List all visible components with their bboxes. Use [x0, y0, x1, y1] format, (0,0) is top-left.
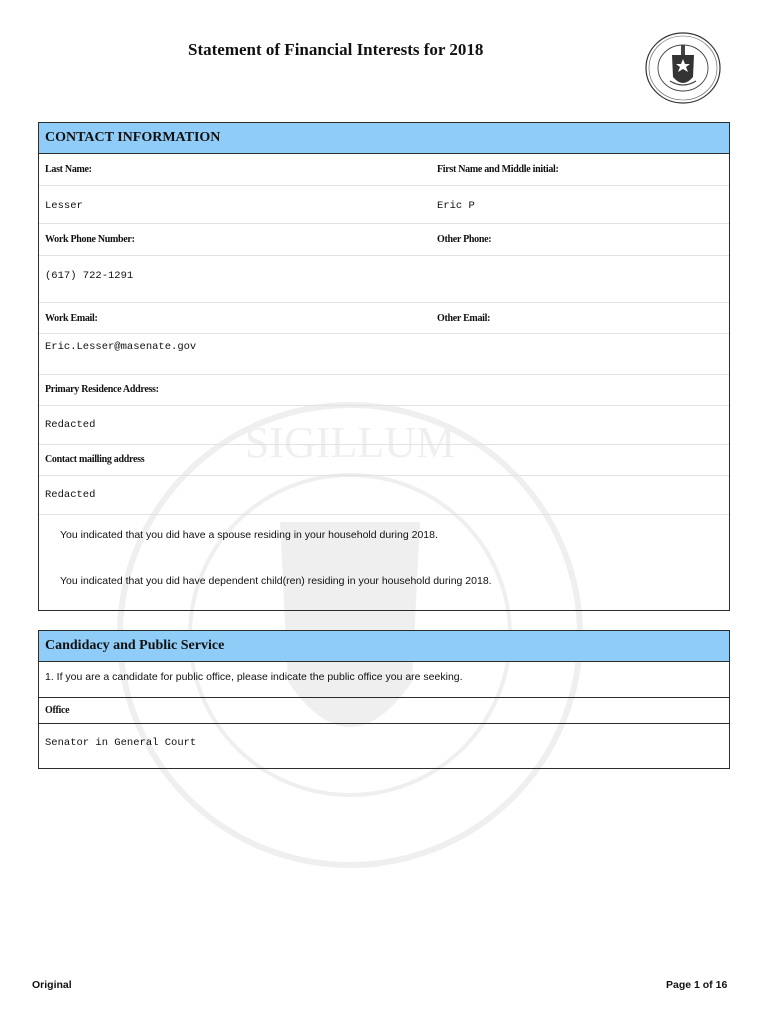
office-value-row: [39, 724, 729, 768]
residence-value: Redacted: [45, 419, 96, 431]
section-header: CONTACT INFORMATION: [39, 123, 729, 154]
household-notes: [39, 515, 729, 609]
office-label-row: [39, 698, 729, 724]
phone-value-row: [39, 256, 729, 303]
office-value: Senator in General Court: [45, 737, 197, 749]
section-header: Candidacy and Public Service: [39, 631, 729, 662]
email-label-row: [39, 303, 729, 334]
first-name-label: First Name and Middle initial:: [437, 164, 559, 175]
residence-value-row: [39, 406, 729, 445]
contact-information-section: [38, 122, 730, 611]
mailing-label-row: [39, 445, 729, 476]
last-name-label: Last Name:: [45, 164, 92, 175]
svg-text:SIGILLUM: SIGILLUM: [244, 418, 456, 467]
children-note: You indicated that you did have dependent child(ren) residing in your household during 2018.: [60, 575, 492, 587]
page-number: Page 1 of 16: [666, 979, 728, 991]
candidacy-section: [38, 630, 730, 769]
office-label: Office: [45, 705, 70, 716]
spouse-note: You indicated that you did have a spouse residing in your household during 2018.: [60, 529, 438, 541]
other-email-label: Other Email:: [437, 313, 491, 324]
work-phone-label: Work Phone Number:: [45, 234, 135, 245]
document-title: Statement of Financial Interests for 2018: [188, 40, 484, 59]
candidacy-question-row: [39, 662, 729, 698]
first-name-value: Eric P: [437, 200, 475, 212]
work-email-label: Work Email:: [45, 313, 98, 324]
mailing-address-value: Redacted: [45, 489, 96, 501]
name-label-row: [39, 154, 729, 186]
residence-label-row: [39, 375, 729, 406]
candidacy-question: 1. If you are a candidate for public office, please indicate the public office you are seeking.: [45, 671, 463, 683]
last-name-value: Lesser: [45, 200, 83, 212]
email-value-row: [39, 334, 729, 375]
residence-label: Primary Residence Address:: [45, 384, 159, 395]
name-value-row: [39, 186, 729, 224]
phone-label-row: [39, 224, 729, 256]
mailing-value-row: [39, 476, 729, 515]
other-phone-label: Other Phone:: [437, 234, 492, 245]
massachusetts-seal-logo: [644, 31, 722, 105]
mailing-address-label: Contact mailling address: [45, 454, 145, 465]
work-phone-value: (617) 722-1291: [45, 270, 134, 282]
footer-status: Original: [32, 979, 72, 991]
work-email-value: Eric.Lesser@masenate.gov: [45, 341, 197, 353]
